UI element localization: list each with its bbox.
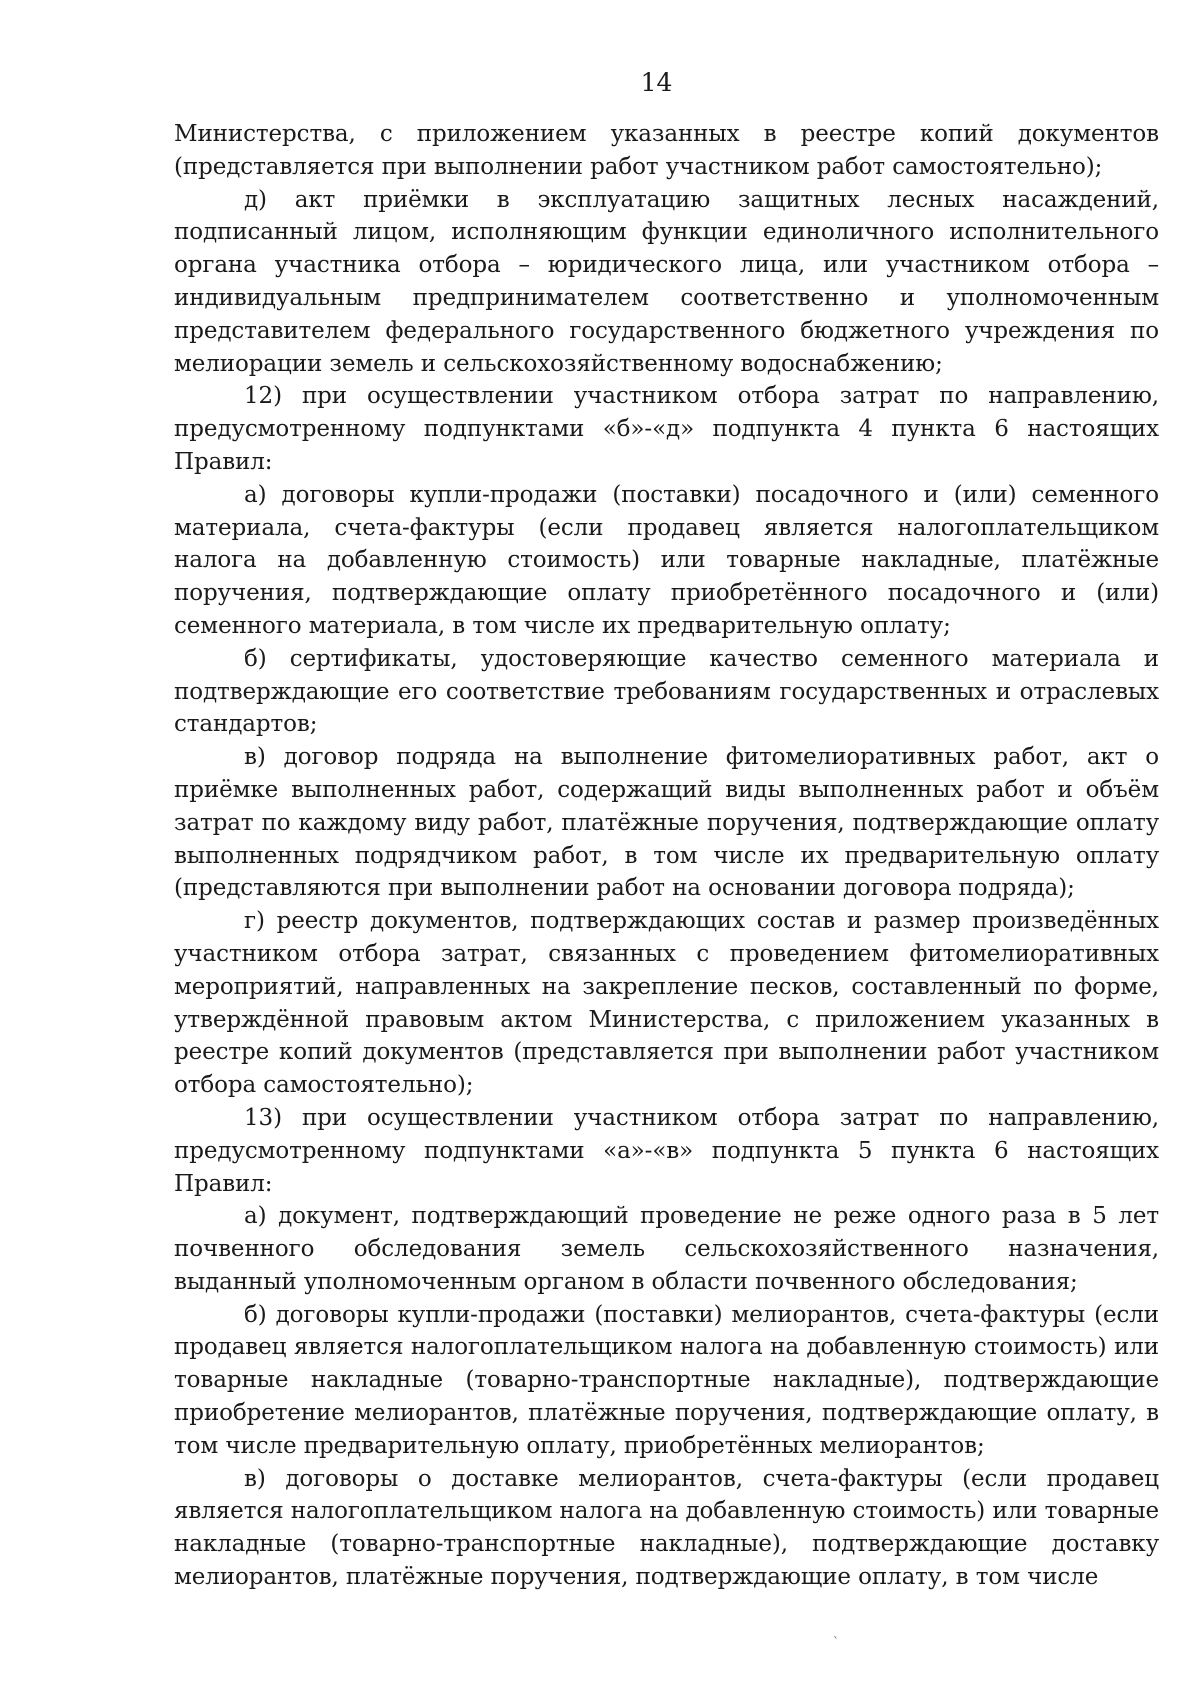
paragraph-item-13: 13) при осуществлении участником отбора затрат по направлению, предусмотренному подпунктами «а»-«в» подпункта 5 пункта 6 настоящих Правил: xyxy=(174,1104,1159,1197)
paragraph-item-13-v: в) договоры о доставке мелиорантов, счета-фактуры (если продавец является налогоплательщиком налога на добавленную стоимость) или товарные накладные (товарно-транспортные накладные), подтверждающие доставку мелиорантов, платёжные поручения, подтверждающие оплату, в том числе xyxy=(174,1465,1159,1591)
paragraph-continuation: Министерства, с приложением указанных в реестре копий документов (представляется при выполнении работ участником работ самостоятельно); xyxy=(174,121,1159,180)
paragraph-item-12: 12) при осуществлении участником отбора затрат по направлению, предусмотренному подпунктами «б»-«д» подпункта 4 пункта 6 настоящих Правил: xyxy=(174,383,1159,475)
paragraph-item-12-g: г) реестр документов, подтверждающих состав и размер произведённых участником отбора затрат, связанных с проведением фитомелиоративных мероприятий, направленных на закрепление песков, составленный по форме, утверждённой правовым актом Министерства, с приложением указанных в реестре копий документов (представляется при выполнении работ участником отбора самостоятельно); xyxy=(174,908,1159,1099)
page-number: 14 xyxy=(640,68,673,97)
paragraph-item-12-b: б) сертификаты, удостоверяющие качество семенного материала и подтверждающие его соответствие требованиям государственных и отраслевых стандартов; xyxy=(174,645,1159,738)
paragraph-item-12-v: в) договор подряда на выполнение фитомелиоративных работ, акт о приёмке выполненных работ, содержащий виды выполненных работ и объём затрат по каждому виду работ, платёжные поручения, подтверждающие оплату выполненных подрядчиком работ, в том числе их предварительную оплату (представляются при выполнении работ на основании договора подряда); xyxy=(174,744,1159,902)
paragraph-item-d: д) акт приёмки в эксплуатацию защитных лесных насаждений, подписанный лицом, исполняющим функции единоличного исполнительного органа участника отбора – юридического лица, или участником отбора – индивидуальным предпринимателем соответственно и уполномоченным представителем федерального государственного бюджетного учреждения по мелиорации земель и сельскохозяйственному водоснабжению; xyxy=(174,186,1159,377)
scan-speck: ˋ xyxy=(833,1635,839,1649)
document-body xyxy=(174,118,1159,1594)
paragraph-item-12-a: а) договоры купли-продажи (поставки) посадочного и (или) семенного материала, счета-фактуры (если продавец является налогоплательщиком налога на добавленную стоимость) или товарные накладные, платёжные поручения, подтверждающие оплату приобретённого посадочного и (или) семенного материала, в том числе их предварительную оплату; xyxy=(174,481,1159,639)
paragraph-item-13-a: а) документ, подтверждающий проведение не реже одного раза в 5 лет почвенного обследования земель сельскохозяйственного назначения, выданный уполномоченным органом в области почвенного обследования; xyxy=(174,1203,1159,1295)
paragraph-item-13-b: б) договоры купли-продажи (поставки) мелиорантов, счета-фактуры (если продавец является налогоплательщиком налога на добавленную стоимость) или товарные накладные (товарно-транспортные накладные), подтверждающие приобретение мелиорантов, платёжные поручения, подтверждающие оплату, в том числе предварительную оплату, приобретённых мелиорантов; xyxy=(174,1301,1159,1459)
